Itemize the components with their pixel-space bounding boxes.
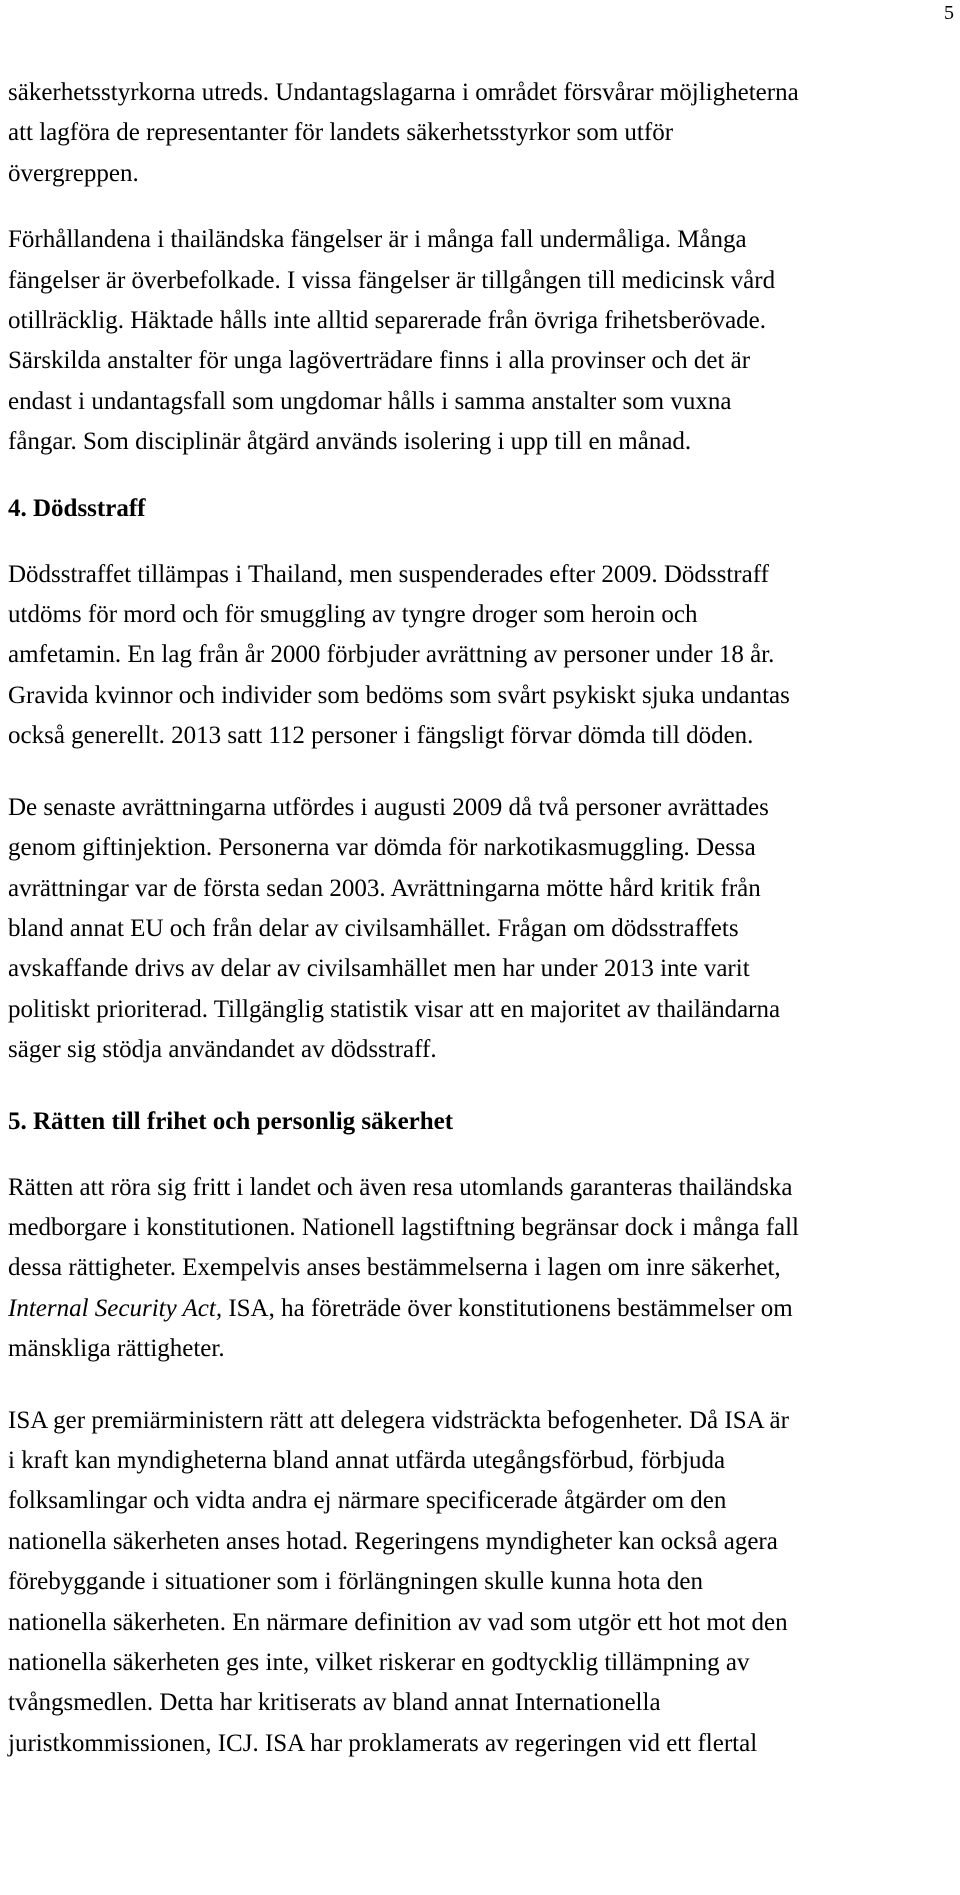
text-line: amfetamin. En lag från år 2000 förbjuder avrättning av personer under 18 år. [8,641,775,669]
text-line: säger sig stödja användandet av dödsstraff. [8,1036,437,1064]
paragraph-dodsstraff [8,555,953,757]
paragraph-rorelsefrihet [8,1168,953,1370]
text-line: mänskliga rättigheter. [8,1335,225,1363]
text-line: endast i undantagsfall som ungdomar hålls i samma anstalter som vuxna [8,387,732,415]
text-line: avrättningar var de första sedan 2003. Avrättningarna mötte hård kritik från [8,874,761,902]
paragraph-undantagslagar [8,73,953,194]
text-line: fångar. Som disciplinär åtgärd används isolering i upp till en månad. [8,428,692,456]
text-line: avskaffande drivs av delar av civilsamhället men har under 2013 inte varit [8,955,750,983]
section-heading-dodsstraff: 4. Dödsstraff [8,494,146,522]
text-line: bland annat EU och från delar av civilsamhället. Frågan om dödsstraffets [8,914,739,942]
text-line: nationella säkerheten ges inte, vilket riskerar en godtycklig tillämpning av [8,1649,750,1676]
text-line: nationella säkerheten anses hotad. Regeringens myndigheter kan också agera [8,1527,778,1555]
text-line: tvångsmedlen. Detta har kritiserats av bland annat Internationella [8,1689,661,1717]
text-fragment: ISA, ha företräde över konstitutionens bestämmelser om [222,1294,793,1322]
text-line: ISA ger premiärministern rätt att delegera vidsträckta befogenheter. Då ISA är [8,1406,789,1434]
section-heading-frihet: 5. Rätten till frihet och personlig säkerhet [8,1107,454,1135]
text-line: säkerhetsstyrkorna utreds. Undantagslagarna i området försvårar möjligheterna [8,79,799,106]
page-number: 5 [944,2,954,24]
paragraph-fangelser [8,220,953,462]
text-line: Förhållandena i thailändska fängelser är i många fall undermåliga. Många [8,226,747,254]
text-line: dessa rättigheter. Exempelvis anses bestämmelserna i lagen om inre säkerhet, [8,1254,781,1282]
text-line: att lagföra de representanter för landets säkerhetsstyrkor som utför [8,119,674,147]
text-line: Särskilda anstalter för unga lagöverträdare finns i alla provinser och det är [8,347,751,375]
italic-act-name: Internal Security Act, [8,1294,223,1322]
text-line: otillräcklig. Häktade hålls inte alltid separerade från övriga frihetsberövade. [8,307,767,335]
text-line: utdöms för mord och för smuggling av tyngre droger som heroin och [8,601,698,629]
text-line: medborgare i konstitutionen. Nationell lagstiftning begränsar dock i många fall [8,1213,800,1241]
text-line: folksamlingar och vidta andra ej närmare specificerade åtgärder om den [8,1487,727,1515]
text-line: Gravida kvinnor och individer som bedöms som svårt psykiskt sjuka undantas [8,681,790,709]
text-line: övergreppen. [8,159,139,187]
text-line: också generellt. 2013 satt 112 personer i fängsligt förvar dömda till döden. [8,722,754,750]
paragraph-isa [8,1401,953,1765]
text-line: förebyggande i situationer som i förlängningen skulle kunna hota den [8,1568,703,1596]
text-line: De senaste avrättningarna utfördes i augusti 2009 då två personer avrättades [8,793,769,821]
text-line: Dödsstraffet tillämpas i Thailand, men suspenderades efter 2009. Dödsstraff [8,560,769,588]
text-line: juristkommissionen, ICJ. ISA har proklamerats av regeringen vid ett flertal [8,1729,758,1757]
paragraph-avrattningar [8,788,953,1071]
document-body [8,73,953,1764]
text-line: i kraft kan myndigheterna bland annat utfärda utegångsförbud, förbjuda [8,1446,726,1474]
text-line: nationella säkerheten. En närmare definition av vad som utgör ett hot mot den [8,1608,788,1636]
text-line: politiskt prioriterad. Tillgänglig statistik visar att en majoritet av thailändarna [8,995,781,1023]
text-line: genom giftinjektion. Personerna var dömda för narkotikasmuggling. Dessa [8,834,756,862]
text-line: fängelser är överbefolkade. I vissa fängelser är tillgången till medicinsk vård [8,266,776,294]
text-line [8,1289,953,1329]
text-line: Rätten att röra sig fritt i landet och även resa utomlands garanteras thailändska [8,1173,793,1201]
